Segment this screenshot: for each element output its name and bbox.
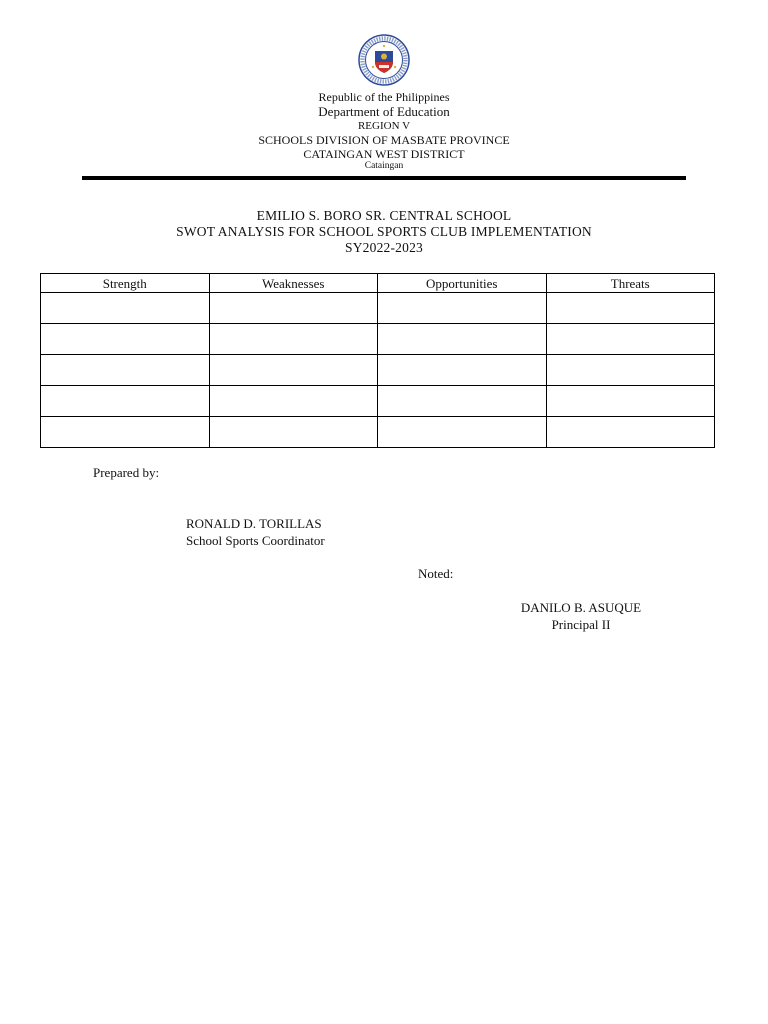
table-row bbox=[41, 355, 715, 386]
table-cell[interactable] bbox=[41, 386, 210, 417]
table-cell[interactable] bbox=[546, 293, 715, 324]
preparer-title: School Sports Coordinator bbox=[186, 533, 325, 548]
approver-name: DANILO B. ASUQUE bbox=[520, 600, 642, 615]
swot-header-row bbox=[41, 274, 715, 293]
letterhead-department: Department of Education bbox=[318, 104, 450, 119]
approver-signature-block bbox=[500, 601, 662, 631]
swot-table bbox=[40, 273, 715, 448]
table-row bbox=[41, 386, 715, 417]
table-cell[interactable] bbox=[209, 386, 378, 417]
letterhead-town: Cataingan bbox=[364, 161, 404, 171]
letterhead-republic: Republic of the Philippines bbox=[318, 90, 450, 104]
noted-label: Noted: bbox=[418, 566, 454, 581]
table-row bbox=[41, 293, 715, 324]
table-cell[interactable] bbox=[41, 324, 210, 355]
letterhead-region: REGION V bbox=[357, 120, 411, 132]
table-cell[interactable] bbox=[378, 355, 547, 386]
table-cell[interactable] bbox=[41, 293, 210, 324]
column-header-weaknesses: Weaknesses bbox=[209, 274, 378, 293]
letterhead-district: CATAINGAN WEST DISTRICT bbox=[303, 147, 465, 161]
letterhead-division: SCHOOLS DIVISION OF MASBATE PROVINCE bbox=[258, 133, 510, 147]
table-cell[interactable] bbox=[209, 355, 378, 386]
column-header-opportunities: Opportunities bbox=[378, 274, 547, 293]
table-cell[interactable] bbox=[209, 324, 378, 355]
table-cell[interactable] bbox=[378, 324, 547, 355]
prepared-by-label: Prepared by: bbox=[93, 465, 160, 480]
table-cell[interactable] bbox=[546, 324, 715, 355]
preparer-name: RONALD D. TORILLAS bbox=[186, 516, 322, 531]
school-name: EMILIO S. BORO SR. CENTRAL SCHOOL bbox=[256, 208, 512, 223]
table-cell[interactable] bbox=[378, 386, 547, 417]
table-row bbox=[41, 417, 715, 448]
column-header-strength: Strength bbox=[41, 274, 210, 293]
table-cell[interactable] bbox=[546, 355, 715, 386]
table-cell[interactable] bbox=[378, 417, 547, 448]
table-cell[interactable] bbox=[546, 386, 715, 417]
table-row bbox=[41, 324, 715, 355]
document-title: SWOT ANALYSIS FOR SCHOOL SPORTS CLUB IMPLEMENTATION bbox=[176, 224, 592, 239]
table-cell[interactable] bbox=[41, 417, 210, 448]
table-cell[interactable] bbox=[378, 293, 547, 324]
table-cell[interactable] bbox=[209, 417, 378, 448]
school-year: SY2022-2023 bbox=[345, 240, 423, 255]
table-cell[interactable] bbox=[209, 293, 378, 324]
column-header-threats: Threats bbox=[546, 274, 715, 293]
deped-seal-icon bbox=[358, 34, 410, 86]
table-cell[interactable] bbox=[41, 355, 210, 386]
header-divider bbox=[82, 176, 686, 180]
table-cell[interactable] bbox=[546, 417, 715, 448]
approver-title: Principal II bbox=[551, 617, 611, 632]
